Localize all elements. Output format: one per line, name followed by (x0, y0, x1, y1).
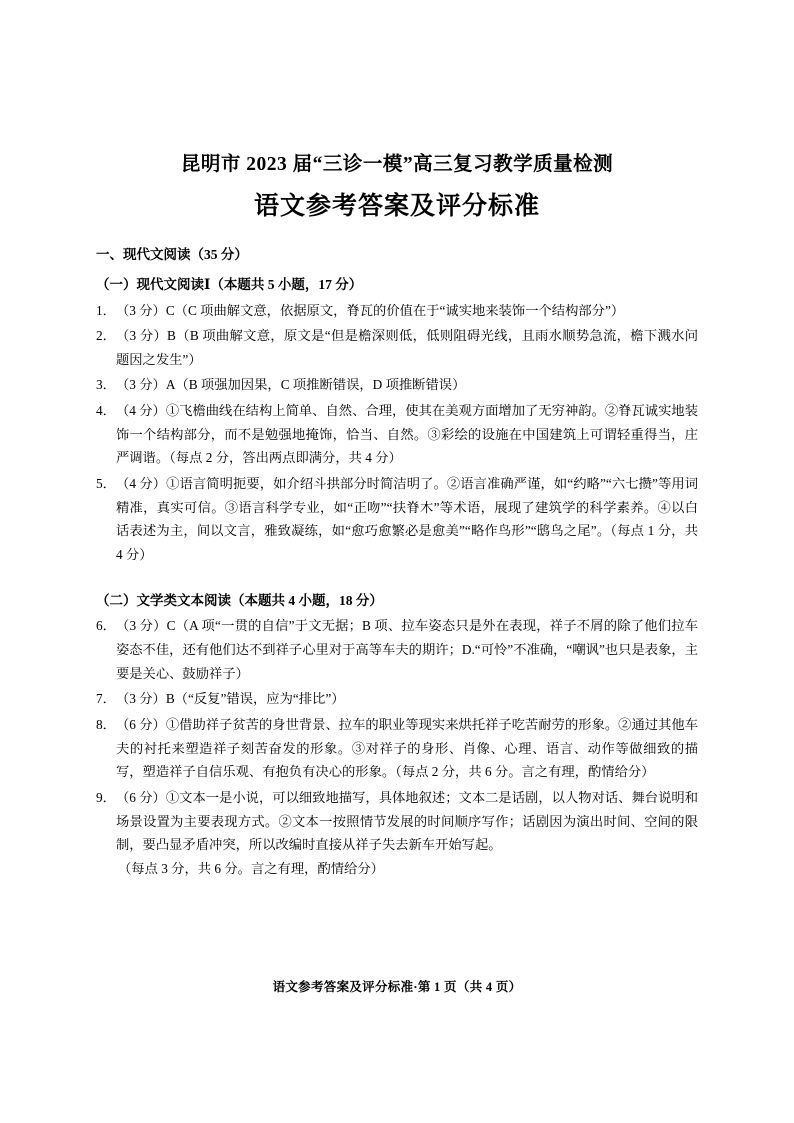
answer-number: 4． (96, 403, 116, 419)
section-heading-modern-reading: 一、现代文阅读（35 分） (96, 247, 248, 263)
answer-item-9 (96, 786, 698, 857)
answer-number: 8． (96, 716, 116, 732)
answer-item-6 (96, 614, 698, 685)
answer-item-7 (96, 687, 698, 711)
answer-text: （3 分）C（C 项曲解文意，依据原文，脊瓦的价值在于“诚实地来装饰一个结构部分”） (115, 302, 625, 318)
answer-text: （3 分）B（B 项曲解文意，原文是“但是檐深则低，低则阻碍光线，且雨水顺势急流，檐下溅水问题因之发生”） (115, 328, 698, 367)
page-footer: 语文参考答案及评分标准·第 1 页（共 4 页） (272, 980, 522, 994)
answer-number: 2． (96, 328, 116, 344)
page-title-sub: 语文参考答案及评分标准 (253, 193, 540, 221)
answer-item-3 (96, 373, 698, 397)
answer-item-5 (96, 472, 698, 567)
answer-number: 7． (96, 691, 116, 707)
answer-item-4 (96, 399, 698, 470)
answer-number: 9． (96, 789, 116, 805)
answer-text: （4 分）①语言简明扼要，如介绍斗拱部分时简洁明了。②语言准确严谨，如“约略”“六七攒”等用词精准，真实可信。③语言科学专业，如“正吻”“扶脊木”等术语，展现了建筑学的科学素养。④以白话表述为主，间以文言，雅致凝练，如“愈巧愈繁必是愈美”“略作鸟形”“鸱鸟之尾”。（每点 1 分，共 4 分） (115, 476, 698, 563)
answer-text: （3 分）A（B 项强加因果，C 项推断错误，D 项推断错误） (115, 377, 466, 393)
subsection-heading-modern-reading-1: （一）现代文阅读Ⅰ（本题共 5 小题，17 分） (96, 276, 363, 292)
answer-text: （3 分）B（“反复”错误，应为“排比”） (115, 691, 345, 707)
answer-number: 3． (96, 377, 116, 393)
answer-text: （3 分）C（A 项“一贯的自信”于文无据；B 项、拉车姿态只是外在表现，祥子不屑的除了他们拉车姿态不佳，还有他们达不到祥子心里对于高等车夫的期许；D.“可怜”不准确，“嘲讽”也只是表象，主要是关心、鼓励祥子） (115, 618, 698, 681)
subsection-heading-literary-reading: （二）文学类文本阅读（本题共 4 小题，18 分） (96, 592, 383, 608)
answer-item-9-continued: （每点 3 分，共 6 分。言之有理，酌情给分） (118, 860, 384, 876)
answer-number: 1． (96, 302, 116, 318)
page-title-main: 昆明市 2023 届“三诊一模”高三复习教学质量检测 (180, 154, 614, 175)
answer-text: （6 分）①文本一是小说，可以细致地描写，具体地叙述；文本二是话剧，以人物对话、舞台说明和场景设置为主要表现方式。②文本一按照情节发展的时间顺序写作；话剧因为演出时间、空间的限制，要凸显矛盾冲突，所以改编时直接从祥子失去新车开始写起。 (115, 789, 698, 853)
answer-item-2 (96, 324, 698, 371)
answer-number: 6． (96, 618, 116, 634)
answer-text: （6 分）①借助祥子贫苦的身世背景、拉车的职业等现实来烘托祥子吃苦耐劳的形象。②通过其他车夫的衬托来塑造祥子刻苦奋发的形象。③对祥子的身形、肖像、心理、语言、动作等做细致的描写，塑造祥子自信乐观、有抱负有决心的形象。（每点 2 分，共 6 分。言之有理，酌情给分） (115, 716, 698, 780)
answer-item-1 (96, 299, 698, 323)
answer-number: 5． (96, 476, 116, 492)
title-block (96, 0, 698, 227)
answer-item-8 (96, 713, 698, 784)
answer-text: （4 分）①飞檐曲线在结构上简单、自然、合理，使其在美观方面增加了无穷神韵。②脊瓦诚实地装饰一个结构部分，而不是勉强地掩饰，恰当、自然。③彩绘的设施在中国建筑上可谓轻重得当，庄严调谐。（每点 2 分，答出两点即满分，共 4 分） (115, 403, 698, 466)
